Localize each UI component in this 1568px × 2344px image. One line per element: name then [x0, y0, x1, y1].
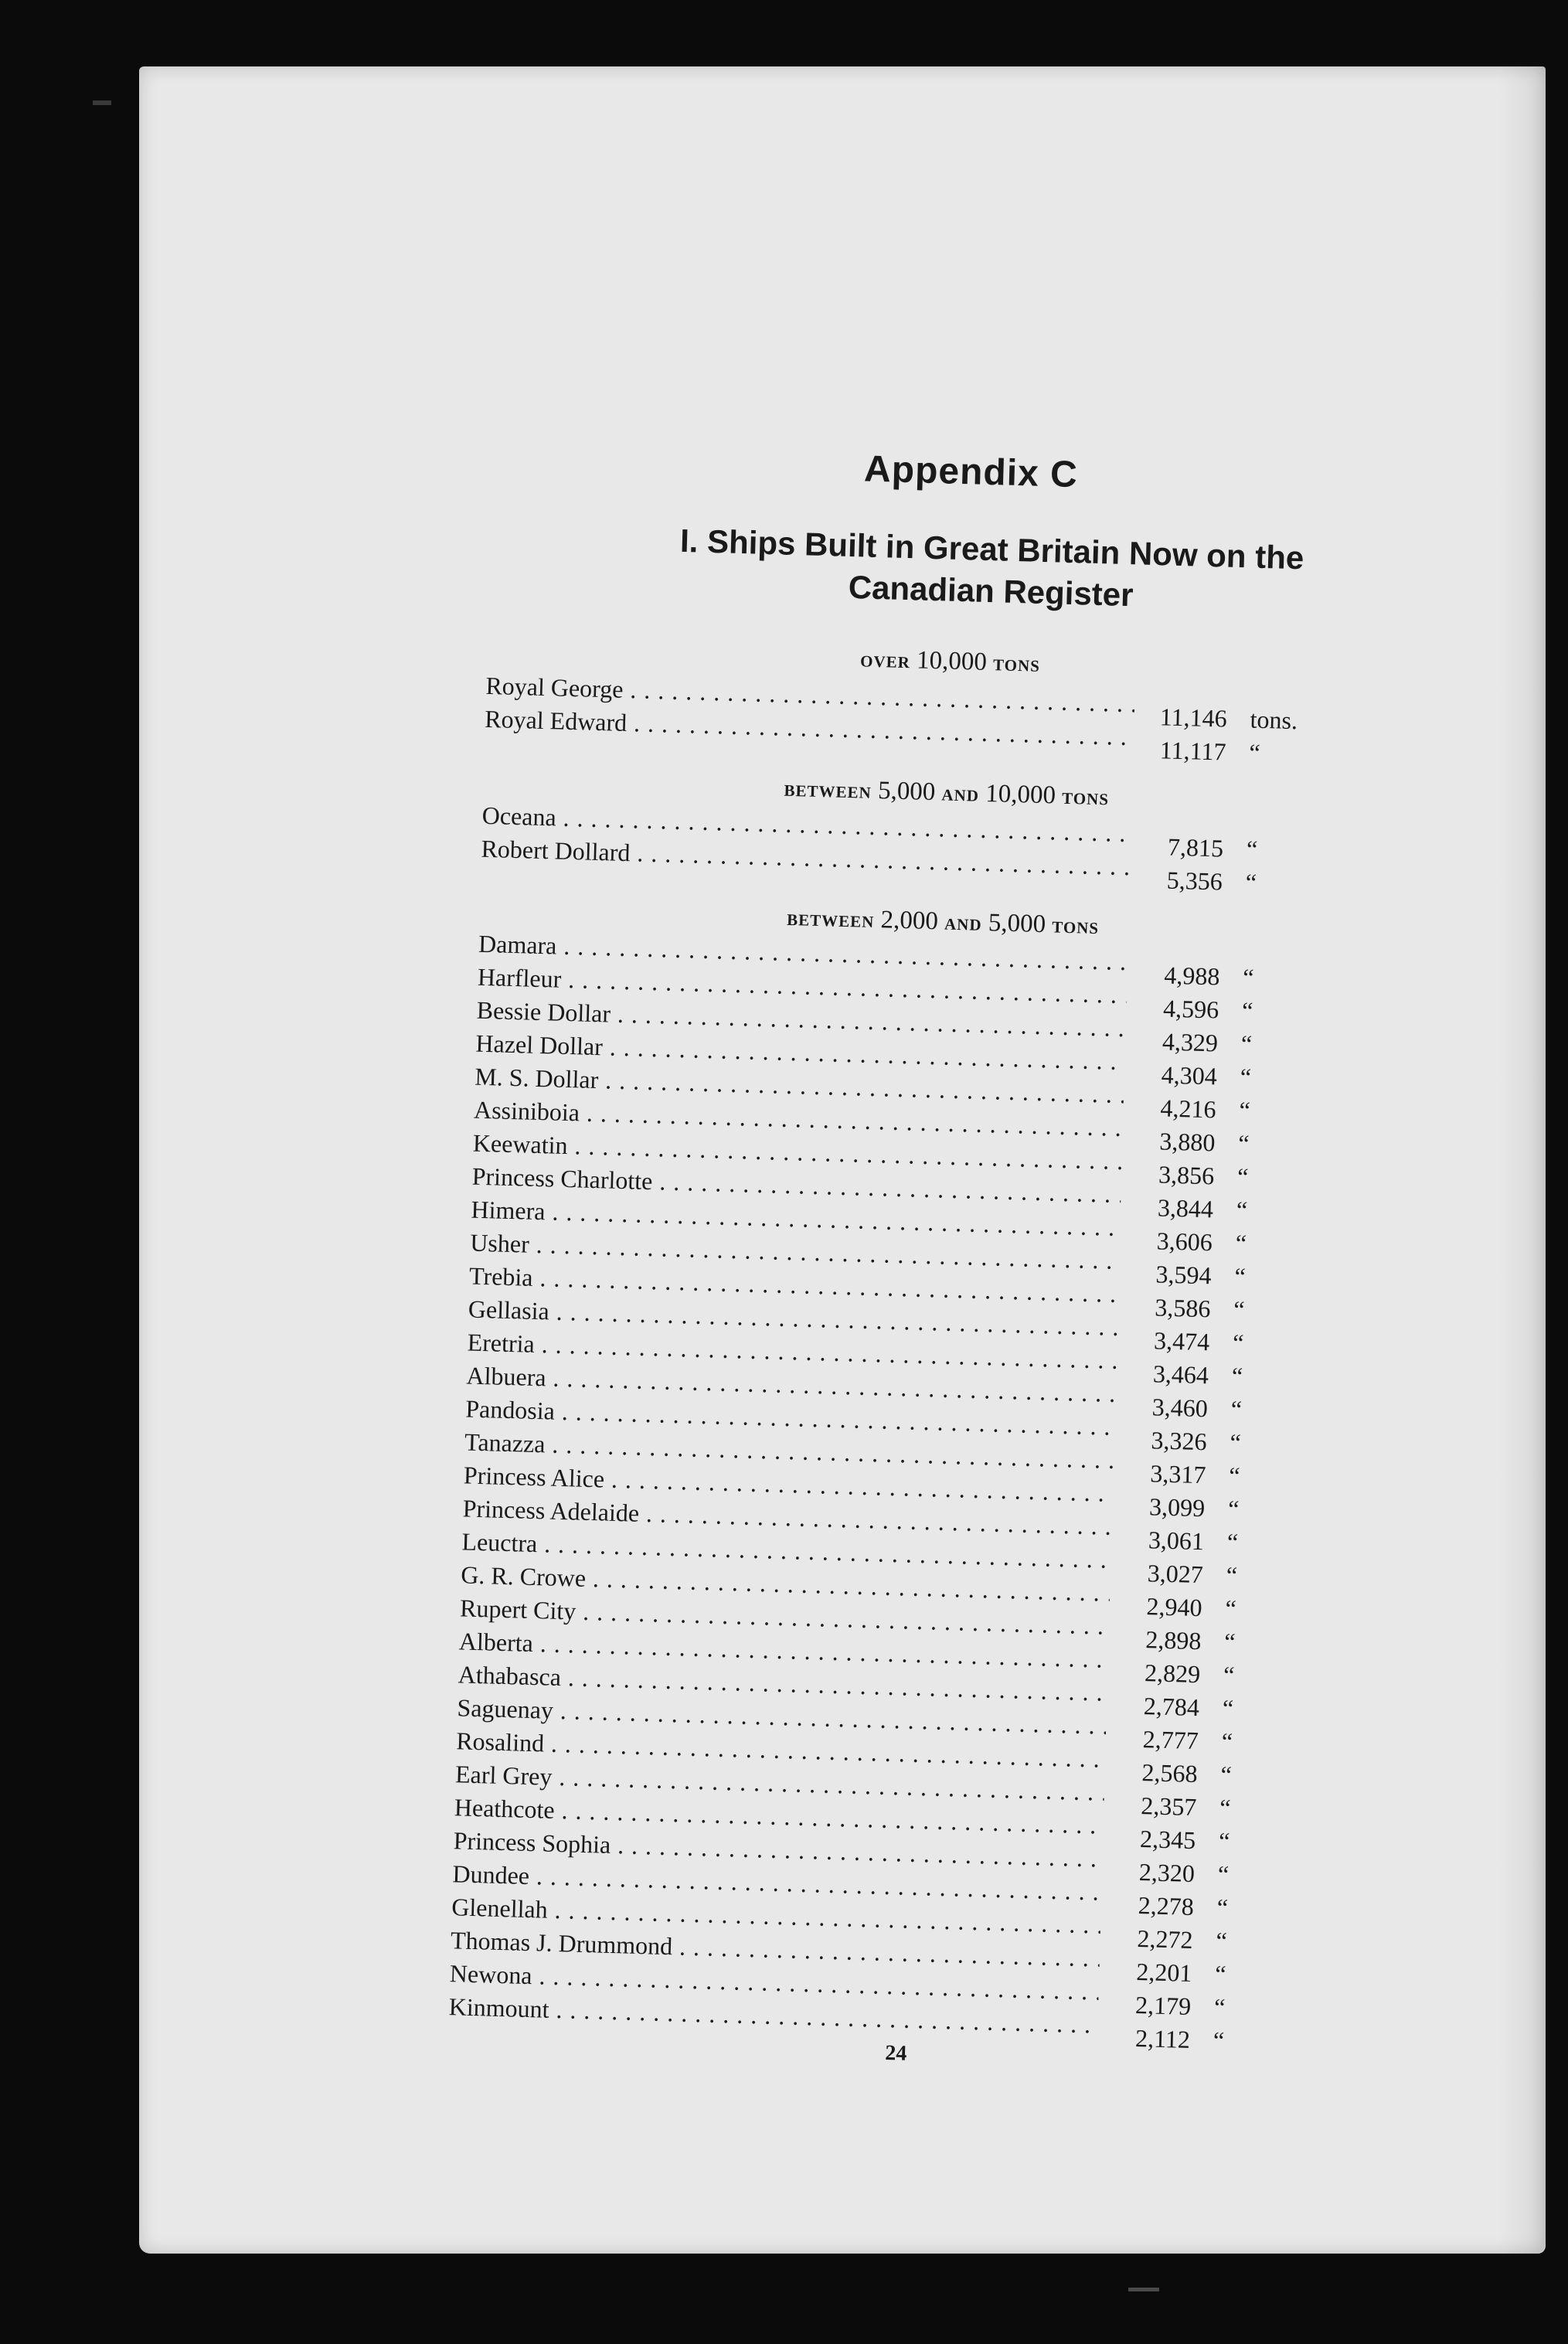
ship-name: Rosalind . . . — [456, 1724, 1106, 1775]
ship-tonnage: 2,898 — [1145, 1625, 1202, 1655]
ship-name: Heathcote . . . — [454, 1791, 1104, 1842]
ship-tonnage-unit: “ — [1216, 1926, 1228, 1955]
ship-name: Royal George . . . — [485, 669, 1135, 720]
ship-tonnage: 2,784 — [1143, 1692, 1200, 1722]
ship-tonnage-unit: “ — [1214, 1959, 1227, 1988]
group-heading-prefix: between — [784, 775, 872, 804]
ship-tonnage-unit: “ — [1248, 738, 1261, 767]
ship-tonnage: 3,326 — [1151, 1426, 1208, 1456]
scan-artifact — [93, 100, 111, 105]
page-edge-shadow — [1499, 66, 1546, 2254]
ship-tonnage-unit: “ — [1240, 1029, 1253, 1058]
ship-name: Damara . . . — [478, 927, 1128, 978]
appendix-title: Appendix C — [863, 448, 1079, 496]
ship-tonnage-unit: “ — [1225, 1594, 1237, 1623]
ship-name: Newona . . . — [449, 1957, 1099, 2008]
ship-tonnage: 11,117 — [1159, 736, 1227, 766]
ship-name: Dundee . . . — [452, 1857, 1102, 1908]
ship-tonnage-unit: “ — [1237, 1129, 1250, 1158]
ship-tonnage: 3,027 — [1147, 1559, 1204, 1589]
ship-tonnage-unit: “ — [1230, 1395, 1243, 1424]
ship-tonnage-unit: “ — [1245, 868, 1257, 896]
ship-tonnage: 5,356 — [1166, 866, 1223, 896]
ship-tonnage: 2,940 — [1146, 1592, 1203, 1622]
ship-tonnage-unit: “ — [1242, 963, 1255, 992]
ship-name: Himera . . . — [471, 1193, 1121, 1244]
ship-tonnage-unit: “ — [1219, 1793, 1232, 1822]
ship-name: Kinmount . . . — [448, 1990, 1098, 2041]
ship-tonnage-unit: “ — [1234, 1262, 1247, 1291]
ship-tonnage: 3,099 — [1148, 1492, 1206, 1522]
ship-tonnage-unit: “ — [1220, 1760, 1233, 1789]
ship-name: Tanazza . . . — [464, 1425, 1114, 1476]
ship-tonnage-unit: “ — [1246, 835, 1258, 863]
page-number: 24 — [884, 2040, 907, 2066]
ship-name: Keewatin . . . — [472, 1127, 1122, 1178]
ship-name: Athabasca . . . — [457, 1658, 1107, 1709]
section-title-line-1: I. Ships Built in Great Britain Now on the — [679, 522, 1304, 577]
ship-name: Earl Grey . . . — [455, 1757, 1105, 1808]
ship-tonnage: 3,594 — [1155, 1260, 1213, 1290]
ship-name: Gellasia . . . — [468, 1293, 1117, 1344]
ship-name: Assiniboia . . . — [474, 1094, 1124, 1145]
ship-tonnage: 2,179 — [1134, 1990, 1192, 2020]
ship-tonnage: 4,329 — [1162, 1027, 1219, 1057]
ship-tonnage: 4,596 — [1162, 994, 1219, 1024]
ship-name: M. S. Dollar . . . — [474, 1060, 1124, 1111]
ship-name: Royal Edward . . . — [485, 703, 1134, 754]
group-heading-prefix: between — [786, 904, 875, 933]
ship-tonnage-unit: “ — [1222, 1693, 1234, 1723]
ship-tonnage: 2,777 — [1142, 1725, 1199, 1755]
ship-tonnage-unit: “ — [1228, 1461, 1241, 1490]
ship-name: Princess Sophia . . . — [453, 1824, 1103, 1875]
ship-tonnage: 2,272 — [1137, 1924, 1194, 1954]
ship-tonnage: 3,317 — [1149, 1459, 1206, 1489]
ship-tonnage: 4,304 — [1161, 1060, 1218, 1090]
ship-name: Thomas J. Drummond . . . — [451, 1924, 1100, 1975]
ship-tonnage: 3,460 — [1151, 1393, 1209, 1423]
ship-name: Alberta . . . — [458, 1624, 1108, 1676]
ship-tonnage: 2,345 — [1139, 1825, 1196, 1855]
ship-tonnage-unit: “ — [1241, 996, 1253, 1025]
page-content — [448, 368, 1514, 2066]
ship-name: Leuctra . . . — [461, 1525, 1111, 1576]
group-heading-number-high: 5,000 — [988, 909, 1046, 939]
ship-tonnage: 2,112 — [1134, 2024, 1191, 2053]
ship-tonnage: 2,568 — [1141, 1758, 1199, 1788]
ship-tonnage-unit: “ — [1216, 1893, 1229, 1922]
group-heading-number-low: 5,000 — [877, 777, 936, 807]
ship-tonnage-unit: “ — [1221, 1727, 1233, 1756]
ship-tonnage-unit: “ — [1217, 1859, 1230, 1889]
section-title-line-2: Canadian Register — [848, 568, 1134, 614]
ship-tonnage-unit: “ — [1239, 1096, 1251, 1124]
ship-tonnage: 3,586 — [1154, 1293, 1211, 1323]
ship-tonnage: 7,815 — [1167, 832, 1224, 862]
ship-tonnage-unit: “ — [1235, 1229, 1247, 1257]
ship-tonnage: 2,278 — [1138, 1891, 1195, 1921]
ship-tonnage: 4,988 — [1163, 961, 1220, 991]
ship-tonnage-unit: “ — [1213, 1992, 1226, 2022]
group-heading-and: and — [944, 909, 983, 936]
ship-tonnage-unit: “ — [1213, 2026, 1225, 2055]
ship-tonnage: 3,844 — [1157, 1193, 1214, 1223]
group-heading-number-high: 10,000 — [985, 779, 1056, 810]
ship-tonnage-unit: “ — [1236, 1196, 1248, 1224]
ship-tonnage: 2,201 — [1135, 1958, 1192, 1987]
ship-name: Glenellah . . . — [451, 1890, 1101, 1941]
section-title — [620, 519, 1364, 623]
group-heading-suffix: tons — [1051, 912, 1100, 940]
group-heading-number-low: 2,000 — [880, 906, 939, 936]
ship-name: Saguenay . . . — [457, 1691, 1107, 1742]
ship-tonnage-unit: “ — [1233, 1295, 1246, 1324]
ship-tonnage-unit: “ — [1223, 1661, 1235, 1689]
ship-name: Princess Charlotte . . . — [471, 1160, 1121, 1211]
ship-name: Albuera . . . — [466, 1359, 1116, 1410]
ship-name: G. R. Crowe . . . — [461, 1558, 1111, 1609]
group-heading-suffix: tons — [1061, 783, 1110, 811]
scan-artifact — [1128, 2288, 1159, 2291]
ship-name: Usher . . . — [470, 1226, 1120, 1277]
group-heading-prefix: over — [859, 646, 911, 674]
ship-tonnage-unit: “ — [1223, 1628, 1236, 1656]
ship-tonnage-unit: “ — [1218, 1826, 1230, 1856]
ship-tonnage: 3,856 — [1158, 1160, 1215, 1190]
ship-tonnage-unit: “ — [1236, 1162, 1249, 1191]
ship-name: Robert Dollard . . . — [481, 832, 1131, 883]
ship-name: Bessie Dollar . . . — [476, 994, 1126, 1045]
ship-name: Trebia . . . — [469, 1260, 1119, 1311]
ship-tonnage: 11,146 — [1159, 703, 1228, 733]
ship-name: Rupert City . . . — [460, 1591, 1110, 1642]
ship-tonnage: 4,216 — [1160, 1094, 1217, 1124]
ship-tonnage: 3,474 — [1153, 1326, 1210, 1356]
ship-tonnage-unit: “ — [1226, 1528, 1239, 1556]
ship-tonnage-unit: “ — [1231, 1362, 1243, 1390]
ship-name: Pandosia . . . — [465, 1392, 1115, 1443]
ship-tonnage: 3,464 — [1152, 1359, 1209, 1390]
ship-tonnage-unit: “ — [1227, 1495, 1240, 1523]
ship-tonnage: 2,829 — [1144, 1658, 1201, 1689]
ship-tonnage: 3,606 — [1156, 1226, 1213, 1257]
ship-name: Princess Adelaide . . . — [462, 1492, 1112, 1543]
ship-name: Oceana . . . — [481, 799, 1131, 850]
document-page — [139, 66, 1546, 2254]
ship-name: Princess Alice . . . — [463, 1458, 1113, 1509]
ship-tonnage-unit: “ — [1240, 1063, 1252, 1091]
group-heading-and: and — [941, 780, 980, 807]
ship-name: Eretria . . . — [467, 1326, 1117, 1377]
group-heading-number: 10,000 — [916, 646, 988, 676]
ship-tonnage: 2,320 — [1138, 1858, 1196, 1888]
ship-tonnage-unit: “ — [1226, 1561, 1238, 1590]
ship-tonnage: 2,357 — [1140, 1791, 1197, 1822]
ship-name: Hazel Dollar . . . — [475, 1027, 1125, 1078]
ship-tonnage-unit: “ — [1232, 1328, 1244, 1357]
ship-name: Harfleur . . . — [477, 961, 1127, 1012]
ship-tonnage-unit: tons. — [1250, 705, 1298, 735]
ship-tonnage-unit: “ — [1230, 1428, 1242, 1457]
group-heading-suffix: tons — [992, 650, 1041, 677]
ship-tonnage: 3,880 — [1158, 1127, 1216, 1157]
ship-tonnage: 3,061 — [1148, 1526, 1205, 1556]
